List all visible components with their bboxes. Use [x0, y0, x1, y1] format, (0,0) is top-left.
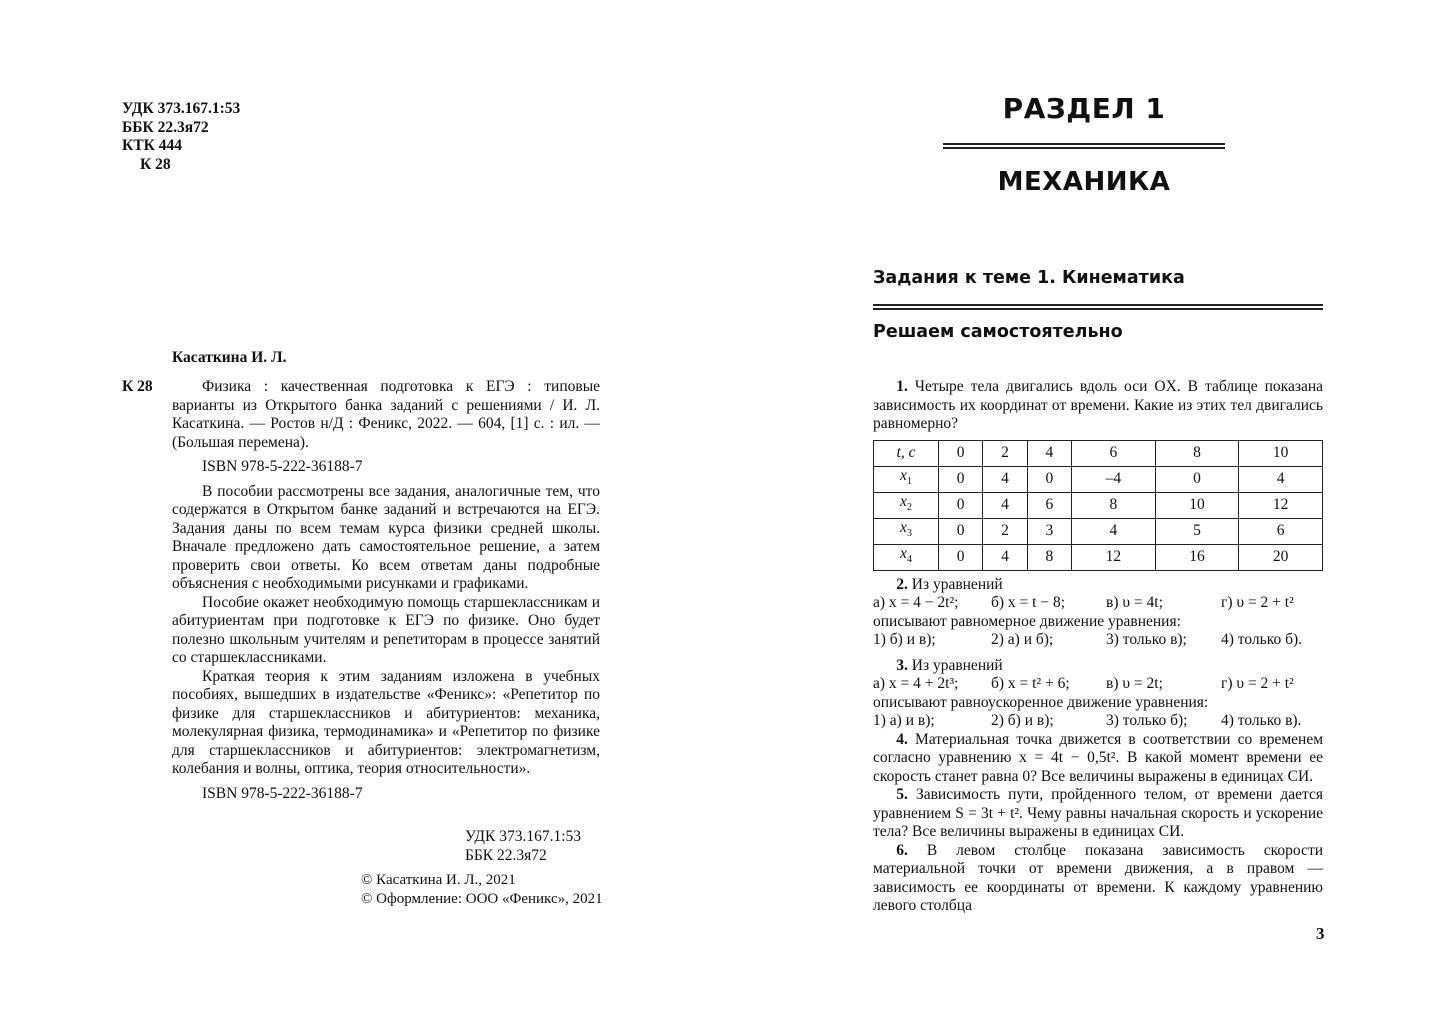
- annotation-paragraph-2: Пособие окажет необходимую помощь старшеклассникам и абитуриентам при подготовке к ЕГЭ по физике. Оно будет полезно школьным учителям и репетиторам в процессе занятий со старшеклассниками.: [172, 593, 600, 666]
- ktk-code: КТК 444: [122, 137, 182, 154]
- answer-2: 2) а) и б);: [991, 631, 1054, 648]
- table-cell: 20: [1239, 544, 1323, 570]
- option-c: в) υ = 2t;: [1106, 675, 1163, 692]
- classification-codes: [122, 100, 240, 174]
- table-cell: 8: [1027, 544, 1071, 570]
- isbn-line-2: ISBN 978-5-222-36188-7: [202, 784, 363, 802]
- author-name: Касаткина И. Л.: [172, 349, 287, 366]
- answer-4: 4) только б).: [1221, 631, 1302, 648]
- copyright-author: © Касаткина И. Л., 2021: [361, 872, 516, 888]
- table-header-row: [874, 440, 1323, 466]
- task-number: 2.: [896, 575, 908, 593]
- answer-3: 3) только в);: [1106, 631, 1187, 648]
- task-question: описывают равноускоренное движение уравнения:: [873, 693, 1209, 711]
- time-cell: 2: [983, 440, 1027, 466]
- time-label-cell: t, с: [874, 440, 939, 466]
- time-cell: 10: [1239, 440, 1323, 466]
- table-cell: 4: [1072, 518, 1156, 544]
- table-cell: 16: [1155, 544, 1239, 570]
- table-row: [874, 518, 1323, 544]
- copyright-block: [361, 871, 603, 908]
- option-a: а) x = 4 + 2t³;: [873, 675, 959, 692]
- table-cell: 10: [1155, 492, 1239, 518]
- body-label-cell: $x_1$: [874, 466, 939, 492]
- table-cell: 3: [1027, 518, 1071, 544]
- bbk-code: ББК 22.3я72: [122, 118, 209, 136]
- table-cell: 4: [983, 544, 1027, 570]
- bibliographic-description: [172, 378, 600, 803]
- option-c: в) υ = 4t;: [1106, 594, 1163, 611]
- body-label-cell: $x_2$: [874, 492, 939, 518]
- task-text: Из уравнений: [911, 656, 1003, 674]
- page-number: 3: [1316, 924, 1325, 943]
- body-label-cell: $x_3$: [874, 518, 939, 544]
- udk-code: УДК 373.167.1:53: [122, 100, 241, 117]
- task-3: [873, 657, 1323, 731]
- udk-bottom: УДК 373.167.1:53: [465, 828, 582, 845]
- table-cell: 5: [1155, 518, 1239, 544]
- table-cell: 12: [1072, 544, 1156, 570]
- answer-1: 1) а) и в);: [873, 712, 935, 729]
- answer-2: 2) б) и в);: [991, 712, 1054, 729]
- option-d: г) υ = 2 + t²: [1221, 675, 1294, 692]
- table-cell: 2: [983, 518, 1027, 544]
- task-4: [873, 731, 1323, 787]
- section-divider: [943, 143, 1225, 149]
- equation-options: [873, 675, 1323, 694]
- task-6: [873, 842, 1323, 916]
- option-a: а) x = 4 − 2t²;: [873, 594, 959, 611]
- bbk-bottom: ББК 22.3я72: [465, 847, 547, 864]
- section-heading: РАЗДЕЛ 1: [1002, 92, 1166, 125]
- table-row: [874, 466, 1323, 492]
- table-cell: 4: [1239, 466, 1323, 492]
- option-b: б) x = t − 8;: [991, 594, 1066, 611]
- subtopic-heading: Решаем самостоятельно: [873, 322, 1123, 342]
- description-text: Физика : качественная подготовка к ЕГЭ : типовые варианты из Открытого банка заданий с решениями / И. Л. Касаткина. — Ростов н/Д : Феникс, 2022. — 604, [1] с. : ил. — (Большая перемена).: [172, 378, 600, 451]
- time-cell: 8: [1155, 440, 1239, 466]
- table-cell: –4: [1072, 466, 1156, 492]
- task-text: Из уравнений: [911, 575, 1003, 593]
- table-row: [874, 492, 1323, 518]
- task-text: Зависимость пути, пройденного телом, от времени дается уравнением S = 3t + t². Чему равны начальная скорость и ускорение тела? Все величины выражены в единицах СИ.: [873, 786, 1323, 840]
- table-cell: 0: [1155, 466, 1239, 492]
- catalog-code: К 28: [122, 378, 153, 395]
- time-cell: 6: [1072, 440, 1156, 466]
- time-cell: 0: [939, 440, 983, 466]
- answer-options: [873, 712, 1323, 731]
- option-d: г) υ = 2 + t²: [1221, 594, 1294, 611]
- table-cell: 12: [1239, 492, 1323, 518]
- task-2: [873, 576, 1323, 650]
- table-cell: 4: [983, 492, 1027, 518]
- task-number: 4.: [896, 730, 908, 748]
- coordinates-table: [873, 440, 1323, 571]
- task-number: 3.: [896, 656, 908, 674]
- table-cell: 0: [939, 466, 983, 492]
- table-cell: 8: [1072, 492, 1156, 518]
- table-cell: 0: [1027, 466, 1071, 492]
- body-label-cell: $x_4$: [874, 544, 939, 570]
- table-row: [874, 544, 1323, 570]
- copyright-design: © Оформление: ООО «Феникс», 2021: [361, 890, 603, 907]
- annotation-paragraph-1: В пособии рассмотрены все задания, аналогичные тем, что содержатся в Открытом банке заданий и встречаются на ЕГЭ. Задания даны по всем темам курса физики средней школы. Вначале предложено дать самостоятельное решение, а затем проверить свои ответы. Ко всем ответам даны подробные объяснения с необходимыми рисунками и графиками.: [172, 482, 600, 592]
- equation-options: [873, 594, 1323, 613]
- isbn-line: ISBN 978-5-222-36188-7: [202, 458, 363, 475]
- table-cell: 0: [939, 518, 983, 544]
- table-cell: 4: [983, 466, 1027, 492]
- task-text: Материальная точка движется в соответствии со временем согласно уравнению x = 4t − 0,5t². В какой момент времени ее скорость станет равна 0? Все величины выражены в единицах СИ.: [873, 730, 1324, 785]
- answer-1: 1) б) и в);: [873, 631, 936, 648]
- task-1: [873, 378, 1323, 434]
- task-question: описывают равномерное движение уравнения:: [873, 612, 1181, 630]
- table-cell: 6: [1027, 492, 1071, 518]
- topic-divider: [873, 304, 1323, 310]
- answer-options: [873, 631, 1323, 650]
- task-list: [873, 378, 1323, 916]
- answer-4: 4) только в).: [1221, 712, 1302, 729]
- task-text: В левом столбце показана зависимость скорости материальной точки от времени движения, а в правом — зависимость ее координаты от времени. К каждому уравнению левого столбца: [873, 841, 1324, 914]
- time-cell: 4: [1027, 440, 1071, 466]
- option-b: б) x = t² + 6;: [991, 675, 1070, 692]
- table-cell: 6: [1239, 518, 1323, 544]
- task-text: Четыре тела двигались вдоль оси OX. В таблице показана зависимость их координат от времени. Какие из этих тел двигались равномерно?: [873, 378, 1324, 432]
- answer-3: 3) только б);: [1106, 712, 1188, 729]
- section-title: МЕХАНИКА: [997, 167, 1171, 197]
- task-number: 6.: [896, 841, 908, 859]
- table-cell: 0: [939, 544, 983, 570]
- topic-heading: Задания к теме 1. Кинематика: [873, 268, 1185, 288]
- task-5: [873, 786, 1323, 842]
- annotation-paragraph-3: Краткая теория к этим заданиям изложена в учебных пособиях, вышедших в издательстве «Феникс»: «Репетитор по физике для старшеклассников и абитуриентов: механика, молекулярная физика, термодинамика» и «Репетитор по физике для старшеклассников и абитуриентов: электромагнетизм, колебания и волны, оптика, теория относительности».: [172, 667, 600, 777]
- author-sign-code: К 28: [140, 155, 171, 173]
- task-number: 5.: [896, 786, 908, 803]
- table-cell: 0: [939, 492, 983, 518]
- bottom-classification: [465, 827, 581, 865]
- task-number: 1.: [896, 378, 908, 395]
